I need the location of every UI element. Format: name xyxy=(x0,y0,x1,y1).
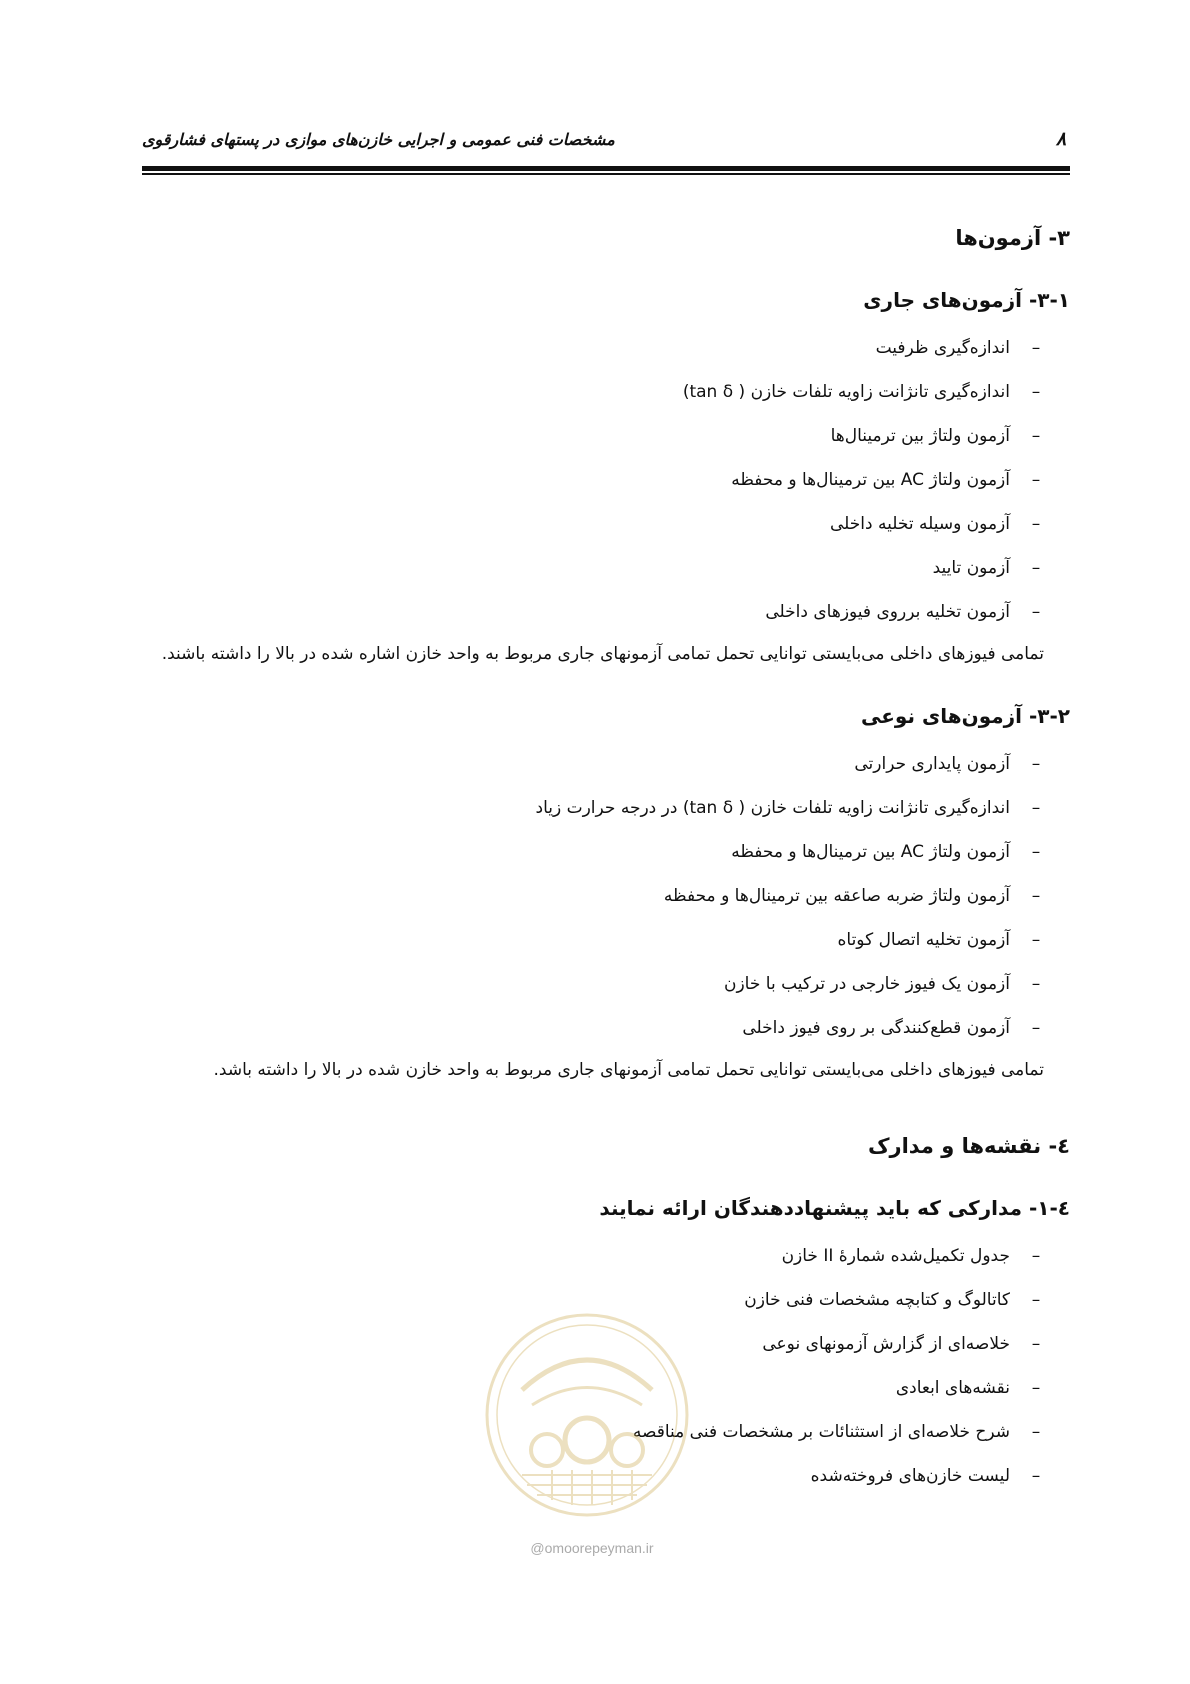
running-header xyxy=(142,128,1070,160)
section-tests xyxy=(140,222,1072,1086)
dash-marker: – xyxy=(1031,1246,1041,1266)
dash-marker: – xyxy=(1031,974,1041,994)
list-item: – جدول تکمیل‌شده شمارهٔ II خازن xyxy=(140,1234,1044,1278)
section-heading: ٤- نقشه‌ها و مدارک xyxy=(867,1134,1070,1158)
list-item: – اندازه‌گیری ظرفیت xyxy=(140,326,1044,370)
paragraph-note: تمامی فیوزهای داخلی می‌بایستی توانایی تحمل تمامی آزمونهای جاری مربوط به واحد خازن اشاره شده در بالا را داشته باشند. xyxy=(161,644,1044,664)
dash-marker: – xyxy=(1031,338,1041,358)
dash-marker: – xyxy=(1031,1334,1041,1354)
list-item: – لیست خازن‌های فروخته‌شده xyxy=(140,1454,1044,1498)
dash-marker: – xyxy=(1031,1290,1041,1310)
watermark-seal-icon xyxy=(482,1310,692,1520)
list-item: – نقشه‌های ابعادی xyxy=(140,1366,1044,1410)
list-item: – آزمون ولتاژ AC بین ترمینال‌ها و محفظه xyxy=(140,458,1044,502)
list-item: – اندازه‌گیری تانژانت زاویه تلفات خازن ( tan δ) xyxy=(140,370,1044,414)
list-item: – خلاصه‌ای از گزارش آزمونهای نوعی xyxy=(140,1322,1044,1366)
dash-marker: – xyxy=(1031,1018,1041,1038)
section-heading: ۳- آزمون‌ها xyxy=(955,226,1070,250)
dash-marker: – xyxy=(1031,1422,1041,1442)
dash-marker: – xyxy=(1031,1466,1041,1486)
subsection-heading: ۳-۱- آزمون‌های جاری xyxy=(863,288,1070,312)
dash-marker: – xyxy=(1031,1378,1041,1398)
dash-marker: – xyxy=(1031,470,1041,490)
watermark-logo xyxy=(482,1310,692,1520)
header-rule xyxy=(142,166,1070,171)
header-rule-thin xyxy=(142,173,1070,175)
page-number: ۸ xyxy=(1055,128,1067,150)
paragraph-note: تمامی فیوزهای داخلی می‌بایستی توانایی تحمل تمامی آزمونهای جاری مربوط به واحد خازن شده در بالا را داشته باشد. xyxy=(213,1060,1044,1080)
dash-marker: – xyxy=(1031,886,1041,906)
document-body xyxy=(140,208,1072,1498)
list-item: – اندازه‌گیری تانژانت زاویه تلفات خازن ( tan δ) در درجه حرارت زیاد xyxy=(140,786,1044,830)
list-item: – شرح خلاصه‌ای از استثنائات بر مشخصات فنی مناقصه xyxy=(140,1410,1044,1454)
list-item: – آزمون یک فیوز خارجی در ترکیب با خازن xyxy=(140,962,1044,1006)
dash-marker: – xyxy=(1031,514,1041,534)
dash-marker: – xyxy=(1031,842,1041,862)
bullet-list xyxy=(140,326,1072,634)
dash-marker: – xyxy=(1031,798,1041,818)
dash-marker: – xyxy=(1031,558,1041,578)
list-item: – آزمون تایید xyxy=(140,546,1044,590)
dash-marker: – xyxy=(1031,602,1041,622)
list-item: – آزمون ولتاژ بین ترمینال‌ها xyxy=(140,414,1044,458)
list-item: – آزمون تخلیه اتصال کوتاه xyxy=(140,918,1044,962)
dash-marker: – xyxy=(1031,754,1041,774)
subsection-heading: ۳-۲- آزمون‌های نوعی xyxy=(861,704,1070,728)
list-item: – آزمون پایداری حرارتی xyxy=(140,742,1044,786)
dash-marker: – xyxy=(1031,930,1041,950)
watermark-url: @omoorepeyman.ir xyxy=(530,1540,654,1556)
dash-marker: – xyxy=(1031,426,1041,446)
list-item: – آزمون ولتاژ ضربه صاعقه بین ترمینال‌ها و محفظه xyxy=(140,874,1044,918)
bullet-list xyxy=(140,742,1072,1050)
list-item: – کاتالوگ و کتابچه مشخصات فنی خازن xyxy=(140,1278,1044,1322)
list-item: – آزمون وسیله تخلیه داخلی xyxy=(140,502,1044,546)
list-item: – آزمون ولتاژ AC بین ترمینال‌ها و محفظه xyxy=(140,830,1044,874)
list-item: – آزمون تخلیه برروی فیوزهای داخلی xyxy=(140,590,1044,634)
running-title: مشخصات فنی عمومی و اجرایی خازن‌های موازی در پستهای فشارقوی xyxy=(142,130,615,149)
list-item: – آزمون قطع‌کنندگی بر روی فیوز داخلی xyxy=(140,1006,1044,1050)
subsection-heading: ٤-۱- مدارکی که باید پیشنهاددهندگان ارائه نمایند xyxy=(599,1196,1070,1220)
dash-marker: – xyxy=(1031,382,1041,402)
